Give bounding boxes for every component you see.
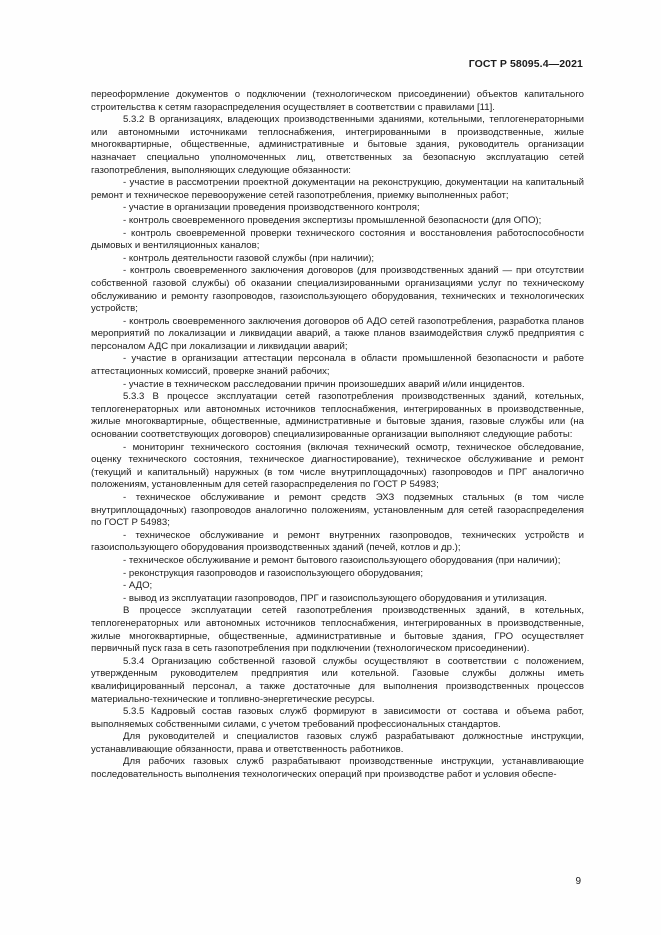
list-item: - вывод из эксплуатации газопроводов, ПРГ и газоиспользующего оборудования и утилизация. (123, 592, 547, 604)
document-body (91, 89, 584, 782)
paragraph: 5.3.3 В процессе эксплуатации сетей газопотребления производственных зданий, котельных, теплогенераторных или автономных источников теплоснабжения, интегрированных в производственные, жилые многоквартирные, общественные, административные и бытовые здания, газовые службы или (на основании соответствующих договоров) специализированные организации выполняют следующие работы: (91, 391, 584, 441)
list-item: - контроль своевременной проверки технического состояния и восстановления работоспособности дымовых и вентиляционных каналов; (91, 227, 584, 252)
list-item: - контроль своевременного заключения договоров (для производственных зданий — при отсутствии собственной газовой службы) об оказании специализированными организациями услуг по техническому обслуживанию и ремонту газопроводов, газоиспользующего оборудования, технических и технологических устройств; (91, 265, 584, 315)
page-number: 9 (575, 876, 581, 887)
paragraph: 5.3.5 Кадровый состав газовых служб формируют в зависимости от состава и объема работ, выполняемых собственными силами, с учетом требований профессиональных стандартов. (91, 706, 584, 730)
list-item: - техническое обслуживание и ремонт средств ЭХЗ подземных стальных (в том числе внутриплощадочных) газопроводов аналогично положениям, установленным для сетей газораспределения по ГОСТ Р 54983; (91, 492, 584, 529)
document-standard-id: ГОСТ Р 58095.4—2021 (468, 58, 583, 70)
list-item: - участие в организации проведения производственного контроля; (123, 202, 420, 214)
list-item: - техническое обслуживание и ремонт бытового газоиспользующего оборудования (при наличии); (123, 554, 561, 566)
list-item: - техническое обслуживание и ремонт внутренних газопроводов, технических устройств и газоиспользующего оборудования производственных зданий (печей, котлов и др.); (91, 529, 584, 554)
list-item: - реконструкция газопроводов и газоиспользующего оборудования; (123, 567, 423, 579)
paragraph: 5.3.2 В организациях, владеющих производственными зданиями, котельными, теплогенераторными или автономными источниками теплоснабжения, интегрированными в производственные, жилые многоквартирные, общественные, административные и бытовые здания, руководитель организации назначает специально уполномоченных лиц, ответственных за безопасную эксплуатацию сетей газопотребления, выполняющих следующие обязанности: (91, 114, 584, 176)
list-item: - мониторинг технического состояния (включая технический осмотр, техническое обследование, оценку технического состояния, техническое диагностирование), техническое обслуживание и ремонт (текущий и капитальный) наружных (в том числе внутриплощадочных) газопроводов и ПРГ аналогично положениям, установленным для сетей газораспределения по ГОСТ Р 54983; (91, 441, 584, 491)
list-item: - контроль деятельности газовой службы (при наличии); (123, 252, 375, 264)
list-item: - участие в техническом расследовании причин произошедших аварий и/или инцидентов. (123, 378, 525, 390)
paragraph: Для рабочих газовых служб разрабатывают производственные инструкции, устанавливающие последовательность выполнения технологических операций при производстве работ и условия обеспе- (91, 756, 584, 781)
list-item: - контроль своевременного заключения договоров об АДО сетей газопотребления, разработка планов мероприятий по локализации и ликвидации аварий, а также планов взаимодействия служб предприятия с персоналом АДС при локализации и ликвидации аварий; (91, 315, 584, 352)
paragraph: 5.3.4 Организацию собственной газовой службы осуществляют в соответствии с положением, утвержденным руководителем предприятия или котельной. Газовые службы должны иметь квалифицированный персонал, а также достаточные для выполнения производственных процессов материально-технические и топливно-энергетические ресурсы. (91, 655, 584, 705)
list-item: - участие в организации аттестации персонала в области промышленной безопасности и работе аттестационных комиссий, проверке знаний рабочих; (91, 353, 584, 378)
paragraph: переоформление документов о подключении (технологическом присоединении) объектов капитального строительства к сетям газораспределения осуществляет в соответствии с правилами [11]. (91, 89, 584, 113)
list-item: - контроль своевременного проведения экспертизы промышленной безопасности (для ОПО); (123, 214, 542, 226)
list-item: - участие в рассмотрении проектной документации на реконструкцию, документации на капитальный ремонт и техническое перевооружение сетей газопотребления, приемку выполненных работ; (91, 177, 584, 201)
paragraph: В процессе эксплуатации сетей газопотребления производственных зданий, в котельных, теплогенераторных или автономных источников теплоснабжения, интегрированных в производственные, жилые многоквартирные, общественные, административные и бытовые здания, ГРО осуществляет первичный пуск газа в сеть газопотребления при подключении (технологическом присоединении). (91, 605, 584, 655)
paragraph: Для руководителей и специалистов газовых служб разрабатывают должностные инструкции, устанавливающие обязанности, права и ответственность работников. (91, 731, 584, 755)
list-item: - АДО; (123, 580, 153, 592)
